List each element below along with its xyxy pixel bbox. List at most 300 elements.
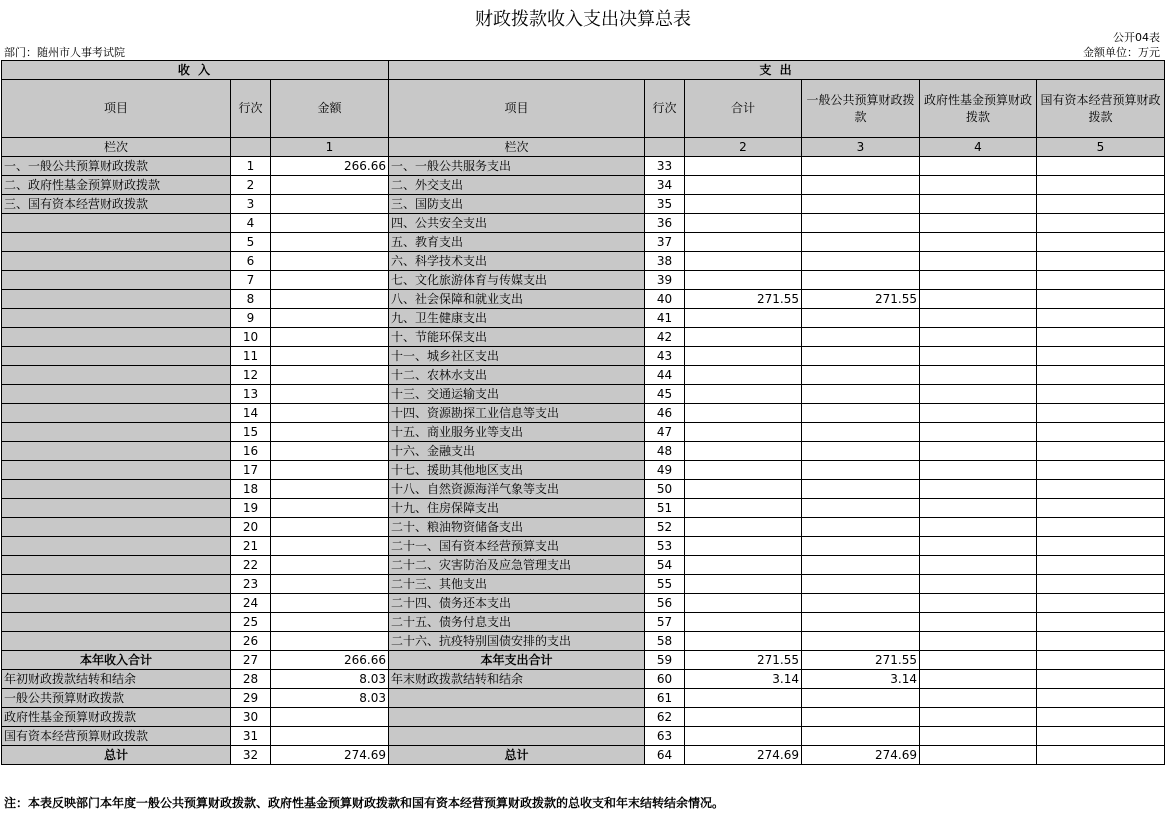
expense-line-cell: 57	[645, 613, 685, 632]
expense-item-cell: 二十四、债务还本支出	[389, 594, 645, 613]
summary-expense-item-cell	[389, 689, 645, 708]
state-capital-cell	[1037, 575, 1165, 594]
expense-line-cell: 46	[645, 404, 685, 423]
fund-budget-cell	[920, 537, 1037, 556]
summary-state-capital-cell	[1037, 727, 1165, 746]
summary-state-capital-cell	[1037, 670, 1165, 689]
table-row	[2, 556, 1165, 575]
income-amount-cell	[271, 385, 389, 404]
general-budget-cell	[802, 499, 920, 518]
income-item-cell	[2, 328, 231, 347]
fund-budget-cell	[920, 480, 1037, 499]
table-row	[2, 499, 1165, 518]
summary-expense-line-cell: 64	[645, 746, 685, 765]
fund-budget-cell	[920, 594, 1037, 613]
expense-line-cell: 40	[645, 290, 685, 309]
income-item-cell	[2, 214, 231, 233]
income-item-cell	[2, 309, 231, 328]
summary-general-budget-cell: 271.55	[802, 651, 920, 670]
state-capital-cell	[1037, 404, 1165, 423]
expense-line-cell: 58	[645, 632, 685, 651]
fund-budget-cell	[920, 575, 1037, 594]
income-line-cell: 10	[231, 328, 271, 347]
summary-general-budget-cell	[802, 689, 920, 708]
income-line-cell: 2	[231, 176, 271, 195]
expense-line-cell: 37	[645, 233, 685, 252]
summary-state-capital-cell	[1037, 651, 1165, 670]
general-budget-cell	[802, 366, 920, 385]
state-capital-cell	[1037, 518, 1165, 537]
expense-total-cell	[685, 347, 802, 366]
state-capital-cell	[1037, 214, 1165, 233]
expense-total-cell	[685, 518, 802, 537]
income-item-header: 项目	[2, 80, 231, 138]
table-row	[2, 214, 1165, 233]
income-amount-cell	[271, 271, 389, 290]
expense-item-cell: 十、节能环保支出	[389, 328, 645, 347]
income-line-cell: 18	[231, 480, 271, 499]
expense-item-cell: 九、卫生健康支出	[389, 309, 645, 328]
state-capital-cell	[1037, 309, 1165, 328]
table-row	[2, 195, 1165, 214]
state-capital-cell	[1037, 480, 1165, 499]
income-line-header: 行次	[231, 80, 271, 138]
table-row	[2, 518, 1165, 537]
income-amount-cell	[271, 442, 389, 461]
expense-total-cell	[685, 366, 802, 385]
general-budget-cell	[802, 594, 920, 613]
summary-expense-line-cell: 59	[645, 651, 685, 670]
expense-total-cell	[685, 499, 802, 518]
expense-line-cell: 54	[645, 556, 685, 575]
table-row	[2, 594, 1165, 613]
state-capital-cell	[1037, 366, 1165, 385]
state-capital-cell	[1037, 556, 1165, 575]
fund-budget-cell	[920, 613, 1037, 632]
summary-general-budget-cell	[802, 708, 920, 727]
income-item-cell: 二、政府性基金预算财政拨款	[2, 176, 231, 195]
income-line-cell: 11	[231, 347, 271, 366]
expense-item-cell: 十二、农林水支出	[389, 366, 645, 385]
income-amount-cell	[271, 594, 389, 613]
income-amount-cell	[271, 556, 389, 575]
table-row	[2, 480, 1165, 499]
summary-expense-total-cell	[685, 689, 802, 708]
expense-total-cell	[685, 613, 802, 632]
general-budget-cell	[802, 214, 920, 233]
general-budget-cell	[802, 518, 920, 537]
summary-expense-item-cell: 年末财政拨款结转和结余	[389, 670, 645, 689]
income-item-cell	[2, 347, 231, 366]
state-capital-cell	[1037, 347, 1165, 366]
state-capital-cell	[1037, 176, 1165, 195]
fund-budget-cell	[920, 157, 1037, 176]
form-number: 公开04表	[1113, 31, 1160, 44]
summary-general-budget-cell: 3.14	[802, 670, 920, 689]
expense-total-cell	[685, 271, 802, 290]
table-row	[2, 290, 1165, 309]
section-header-row	[2, 61, 1165, 80]
table-row	[2, 252, 1165, 271]
fund-budget-header: 政府性基金预算财政拨款	[920, 80, 1037, 138]
summary-expense-total-cell	[685, 708, 802, 727]
income-amount-cell	[271, 480, 389, 499]
column-header-row	[2, 80, 1165, 138]
department-label: 部门：随州市人事考试院	[4, 46, 125, 59]
expense-line-cell: 52	[645, 518, 685, 537]
table-row	[2, 309, 1165, 328]
table-row	[2, 328, 1165, 347]
expense-item-cell: 二、外交支出	[389, 176, 645, 195]
column-number-row	[2, 138, 1165, 157]
income-line-cell: 25	[231, 613, 271, 632]
fund-budget-cell	[920, 423, 1037, 442]
income-amount-cell	[271, 347, 389, 366]
income-item-cell	[2, 632, 231, 651]
state-capital-cell	[1037, 233, 1165, 252]
expense-total-cell: 271.55	[685, 290, 802, 309]
state-capital-cell	[1037, 537, 1165, 556]
income-amount-cell: 266.66	[271, 157, 389, 176]
fund-budget-cell	[920, 176, 1037, 195]
expense-item-cell: 三、国防支出	[389, 195, 645, 214]
expense-total-cell	[685, 404, 802, 423]
expense-item-cell: 二十三、其他支出	[389, 575, 645, 594]
income-line-cell: 4	[231, 214, 271, 233]
income-item-cell	[2, 290, 231, 309]
fund-budget-cell	[920, 347, 1037, 366]
fund-budget-cell	[920, 214, 1037, 233]
blank-cell	[231, 138, 271, 157]
summary-income-amount-cell: 274.69	[271, 746, 389, 765]
expense-line-cell: 36	[645, 214, 685, 233]
expense-total-cell	[685, 309, 802, 328]
income-amount-cell	[271, 499, 389, 518]
income-amount-cell	[271, 233, 389, 252]
summary-income-amount-cell: 8.03	[271, 670, 389, 689]
summary-income-item-cell: 总计	[2, 746, 231, 765]
general-budget-cell	[802, 461, 920, 480]
income-amount-cell	[271, 176, 389, 195]
income-line-cell: 1	[231, 157, 271, 176]
income-amount-header: 金额	[271, 80, 389, 138]
expense-line-cell: 33	[645, 157, 685, 176]
table-row	[2, 461, 1165, 480]
income-item-cell	[2, 575, 231, 594]
expense-item-cell: 十三、交通运输支出	[389, 385, 645, 404]
table-row	[2, 271, 1165, 290]
state-capital-header: 国有资本经营预算财政拨款	[1037, 80, 1165, 138]
expense-line-cell: 49	[645, 461, 685, 480]
expense-total-cell	[685, 195, 802, 214]
general-budget-cell	[802, 423, 920, 442]
income-line-cell: 9	[231, 309, 271, 328]
expense-line-cell: 47	[645, 423, 685, 442]
expense-line-cell: 43	[645, 347, 685, 366]
column-number-4: 4	[920, 138, 1037, 157]
summary-fund-budget-cell	[920, 727, 1037, 746]
expense-item-cell: 四、公共安全支出	[389, 214, 645, 233]
summary-expense-total-cell: 3.14	[685, 670, 802, 689]
general-budget-cell	[802, 271, 920, 290]
income-item-cell	[2, 233, 231, 252]
report-title: 财政拨款收入支出决算总表	[475, 9, 691, 30]
summary-expense-total-cell: 274.69	[685, 746, 802, 765]
expense-total-cell	[685, 575, 802, 594]
column-number-2: 2	[685, 138, 802, 157]
income-amount-cell	[271, 632, 389, 651]
summary-fund-budget-cell	[920, 708, 1037, 727]
summary-expense-item-cell	[389, 708, 645, 727]
fund-budget-cell	[920, 290, 1037, 309]
amount-unit-label: 金额单位：万元	[1083, 46, 1160, 59]
income-amount-cell	[271, 423, 389, 442]
expense-total-cell	[685, 252, 802, 271]
table-row	[2, 423, 1165, 442]
expense-item-cell: 二十一、国有资本经营预算支出	[389, 537, 645, 556]
summary-income-amount-cell	[271, 727, 389, 746]
income-amount-cell	[271, 290, 389, 309]
expense-total-cell	[685, 632, 802, 651]
income-amount-cell	[271, 195, 389, 214]
summary-fund-budget-cell	[920, 670, 1037, 689]
income-item-cell	[2, 271, 231, 290]
state-capital-cell	[1037, 423, 1165, 442]
blank-cell	[645, 138, 685, 157]
column-number-5: 5	[1037, 138, 1165, 157]
income-amount-cell	[271, 309, 389, 328]
summary-income-amount-cell: 8.03	[271, 689, 389, 708]
general-budget-header: 一般公共预算财政拨款	[802, 80, 920, 138]
fund-budget-cell	[920, 442, 1037, 461]
summary-expense-line-cell: 62	[645, 708, 685, 727]
income-section-header: 收 入	[2, 61, 389, 80]
state-capital-cell	[1037, 613, 1165, 632]
expense-total-header: 合计	[685, 80, 802, 138]
summary-row	[2, 651, 1165, 670]
income-amount-cell	[271, 366, 389, 385]
expense-item-cell: 二十六、抗疫特别国债安排的支出	[389, 632, 645, 651]
fund-budget-cell	[920, 252, 1037, 271]
expense-item-cell: 十八、自然资源海洋气象等支出	[389, 480, 645, 499]
table-row	[2, 442, 1165, 461]
column-number-3: 3	[802, 138, 920, 157]
income-item-cell	[2, 423, 231, 442]
income-line-cell: 19	[231, 499, 271, 518]
expense-total-cell	[685, 480, 802, 499]
general-budget-cell	[802, 347, 920, 366]
state-capital-cell	[1037, 252, 1165, 271]
fund-budget-cell	[920, 461, 1037, 480]
state-capital-cell	[1037, 442, 1165, 461]
expense-item-cell: 十四、资源勘探工业信息等支出	[389, 404, 645, 423]
general-budget-cell	[802, 233, 920, 252]
expense-item-cell: 二十五、债务付息支出	[389, 613, 645, 632]
expense-item-cell: 二十、粮油物资储备支出	[389, 518, 645, 537]
income-item-cell	[2, 594, 231, 613]
income-line-cell: 17	[231, 461, 271, 480]
income-amount-cell	[271, 214, 389, 233]
general-budget-cell	[802, 480, 920, 499]
summary-row	[2, 708, 1165, 727]
summary-income-item-cell: 年初财政拨款结转和结余	[2, 670, 231, 689]
expense-total-cell	[685, 328, 802, 347]
table-row	[2, 404, 1165, 423]
general-budget-cell	[802, 328, 920, 347]
income-item-cell	[2, 385, 231, 404]
table-row	[2, 537, 1165, 556]
general-budget-cell	[802, 309, 920, 328]
expense-line-cell: 42	[645, 328, 685, 347]
state-capital-cell	[1037, 195, 1165, 214]
income-line-cell: 12	[231, 366, 271, 385]
income-item-cell	[2, 537, 231, 556]
expense-item-cell: 七、文化旅游体育与传媒支出	[389, 271, 645, 290]
fund-budget-cell	[920, 632, 1037, 651]
general-budget-cell	[802, 556, 920, 575]
summary-income-line-cell: 29	[231, 689, 271, 708]
expense-line-cell: 51	[645, 499, 685, 518]
general-budget-cell	[802, 632, 920, 651]
table-row	[2, 613, 1165, 632]
income-amount-cell	[271, 613, 389, 632]
income-line-cell: 13	[231, 385, 271, 404]
expense-total-cell	[685, 385, 802, 404]
general-budget-cell	[802, 575, 920, 594]
income-item-cell: 三、国有资本经营财政拨款	[2, 195, 231, 214]
state-capital-cell	[1037, 594, 1165, 613]
summary-general-budget-cell	[802, 727, 920, 746]
fund-budget-cell	[920, 499, 1037, 518]
expense-line-cell: 48	[645, 442, 685, 461]
income-item-cell	[2, 518, 231, 537]
table-row	[2, 176, 1165, 195]
income-amount-cell	[271, 404, 389, 423]
footnote: 注：本表反映部门本年度一般公共预算财政拨款、政府性基金预算财政拨款和国有资本经营预算财政拨款的总收支和年末结转结余情况。	[4, 796, 725, 810]
general-budget-cell	[802, 613, 920, 632]
income-amount-cell	[271, 461, 389, 480]
income-line-cell: 26	[231, 632, 271, 651]
table-row	[2, 233, 1165, 252]
summary-income-line-cell: 32	[231, 746, 271, 765]
state-capital-cell	[1037, 499, 1165, 518]
income-line-cell: 15	[231, 423, 271, 442]
summary-expense-line-cell: 61	[645, 689, 685, 708]
summary-income-item-cell: 政府性基金预算财政拨款	[2, 708, 231, 727]
income-item-cell	[2, 480, 231, 499]
income-line-cell: 16	[231, 442, 271, 461]
summary-expense-item-cell	[389, 727, 645, 746]
income-line-cell: 6	[231, 252, 271, 271]
income-line-cell: 3	[231, 195, 271, 214]
expense-item-cell: 十七、援助其他地区支出	[389, 461, 645, 480]
expense-item-cell: 十六、金融支出	[389, 442, 645, 461]
summary-income-item-cell: 一般公共预算财政拨款	[2, 689, 231, 708]
state-capital-cell	[1037, 271, 1165, 290]
state-capital-cell	[1037, 290, 1165, 309]
income-item-cell	[2, 366, 231, 385]
summary-fund-budget-cell	[920, 746, 1037, 765]
general-budget-cell	[802, 404, 920, 423]
expense-line-cell: 45	[645, 385, 685, 404]
income-line-cell: 22	[231, 556, 271, 575]
general-budget-cell	[802, 176, 920, 195]
income-line-cell: 8	[231, 290, 271, 309]
expense-section-header: 支 出	[389, 61, 1165, 80]
summary-income-line-cell: 28	[231, 670, 271, 689]
fund-budget-cell	[920, 404, 1037, 423]
income-item-cell	[2, 556, 231, 575]
income-line-cell: 21	[231, 537, 271, 556]
expense-item-header: 项目	[389, 80, 645, 138]
income-amount-cell	[271, 537, 389, 556]
fund-budget-cell	[920, 271, 1037, 290]
expense-line-cell: 56	[645, 594, 685, 613]
income-line-cell: 20	[231, 518, 271, 537]
expense-line-header: 行次	[645, 80, 685, 138]
fund-budget-cell	[920, 366, 1037, 385]
expense-line-cell: 55	[645, 575, 685, 594]
fund-budget-cell	[920, 309, 1037, 328]
summary-expense-line-cell: 60	[645, 670, 685, 689]
state-capital-cell	[1037, 385, 1165, 404]
summary-state-capital-cell	[1037, 708, 1165, 727]
general-budget-cell	[802, 442, 920, 461]
expense-total-cell	[685, 461, 802, 480]
summary-fund-budget-cell	[920, 651, 1037, 670]
expense-item-cell: 十九、住房保障支出	[389, 499, 645, 518]
income-amount-cell	[271, 252, 389, 271]
summary-income-line-cell: 27	[231, 651, 271, 670]
general-budget-cell	[802, 195, 920, 214]
table-row	[2, 632, 1165, 651]
summary-income-item-cell: 本年收入合计	[2, 651, 231, 670]
general-budget-cell	[802, 385, 920, 404]
expense-total-cell	[685, 214, 802, 233]
expense-line-cell: 50	[645, 480, 685, 499]
expense-total-cell	[685, 233, 802, 252]
expense-line-cell: 53	[645, 537, 685, 556]
income-item-cell	[2, 404, 231, 423]
expense-total-cell	[685, 556, 802, 575]
summary-income-amount-cell: 266.66	[271, 651, 389, 670]
income-line-cell: 5	[231, 233, 271, 252]
fund-budget-cell	[920, 195, 1037, 214]
summary-income-amount-cell	[271, 708, 389, 727]
summary-fund-budget-cell	[920, 689, 1037, 708]
expense-item-cell: 一、一般公共服务支出	[389, 157, 645, 176]
income-line-cell: 14	[231, 404, 271, 423]
state-capital-cell	[1037, 157, 1165, 176]
summary-row	[2, 727, 1165, 746]
table-row	[2, 347, 1165, 366]
expense-item-cell: 八、社会保障和就业支出	[389, 290, 645, 309]
expense-total-cell	[685, 157, 802, 176]
expense-total-cell	[685, 594, 802, 613]
expense-item-cell: 十五、商业服务业等支出	[389, 423, 645, 442]
expense-line-cell: 34	[645, 176, 685, 195]
summary-income-line-cell: 31	[231, 727, 271, 746]
expense-column-label: 栏次	[389, 138, 645, 157]
budget-summary-table	[1, 60, 1165, 765]
summary-expense-total-cell: 271.55	[685, 651, 802, 670]
general-budget-cell	[802, 157, 920, 176]
table-row	[2, 366, 1165, 385]
summary-expense-item-cell: 总计	[389, 746, 645, 765]
general-budget-cell: 271.55	[802, 290, 920, 309]
expense-line-cell: 41	[645, 309, 685, 328]
expense-line-cell: 39	[645, 271, 685, 290]
